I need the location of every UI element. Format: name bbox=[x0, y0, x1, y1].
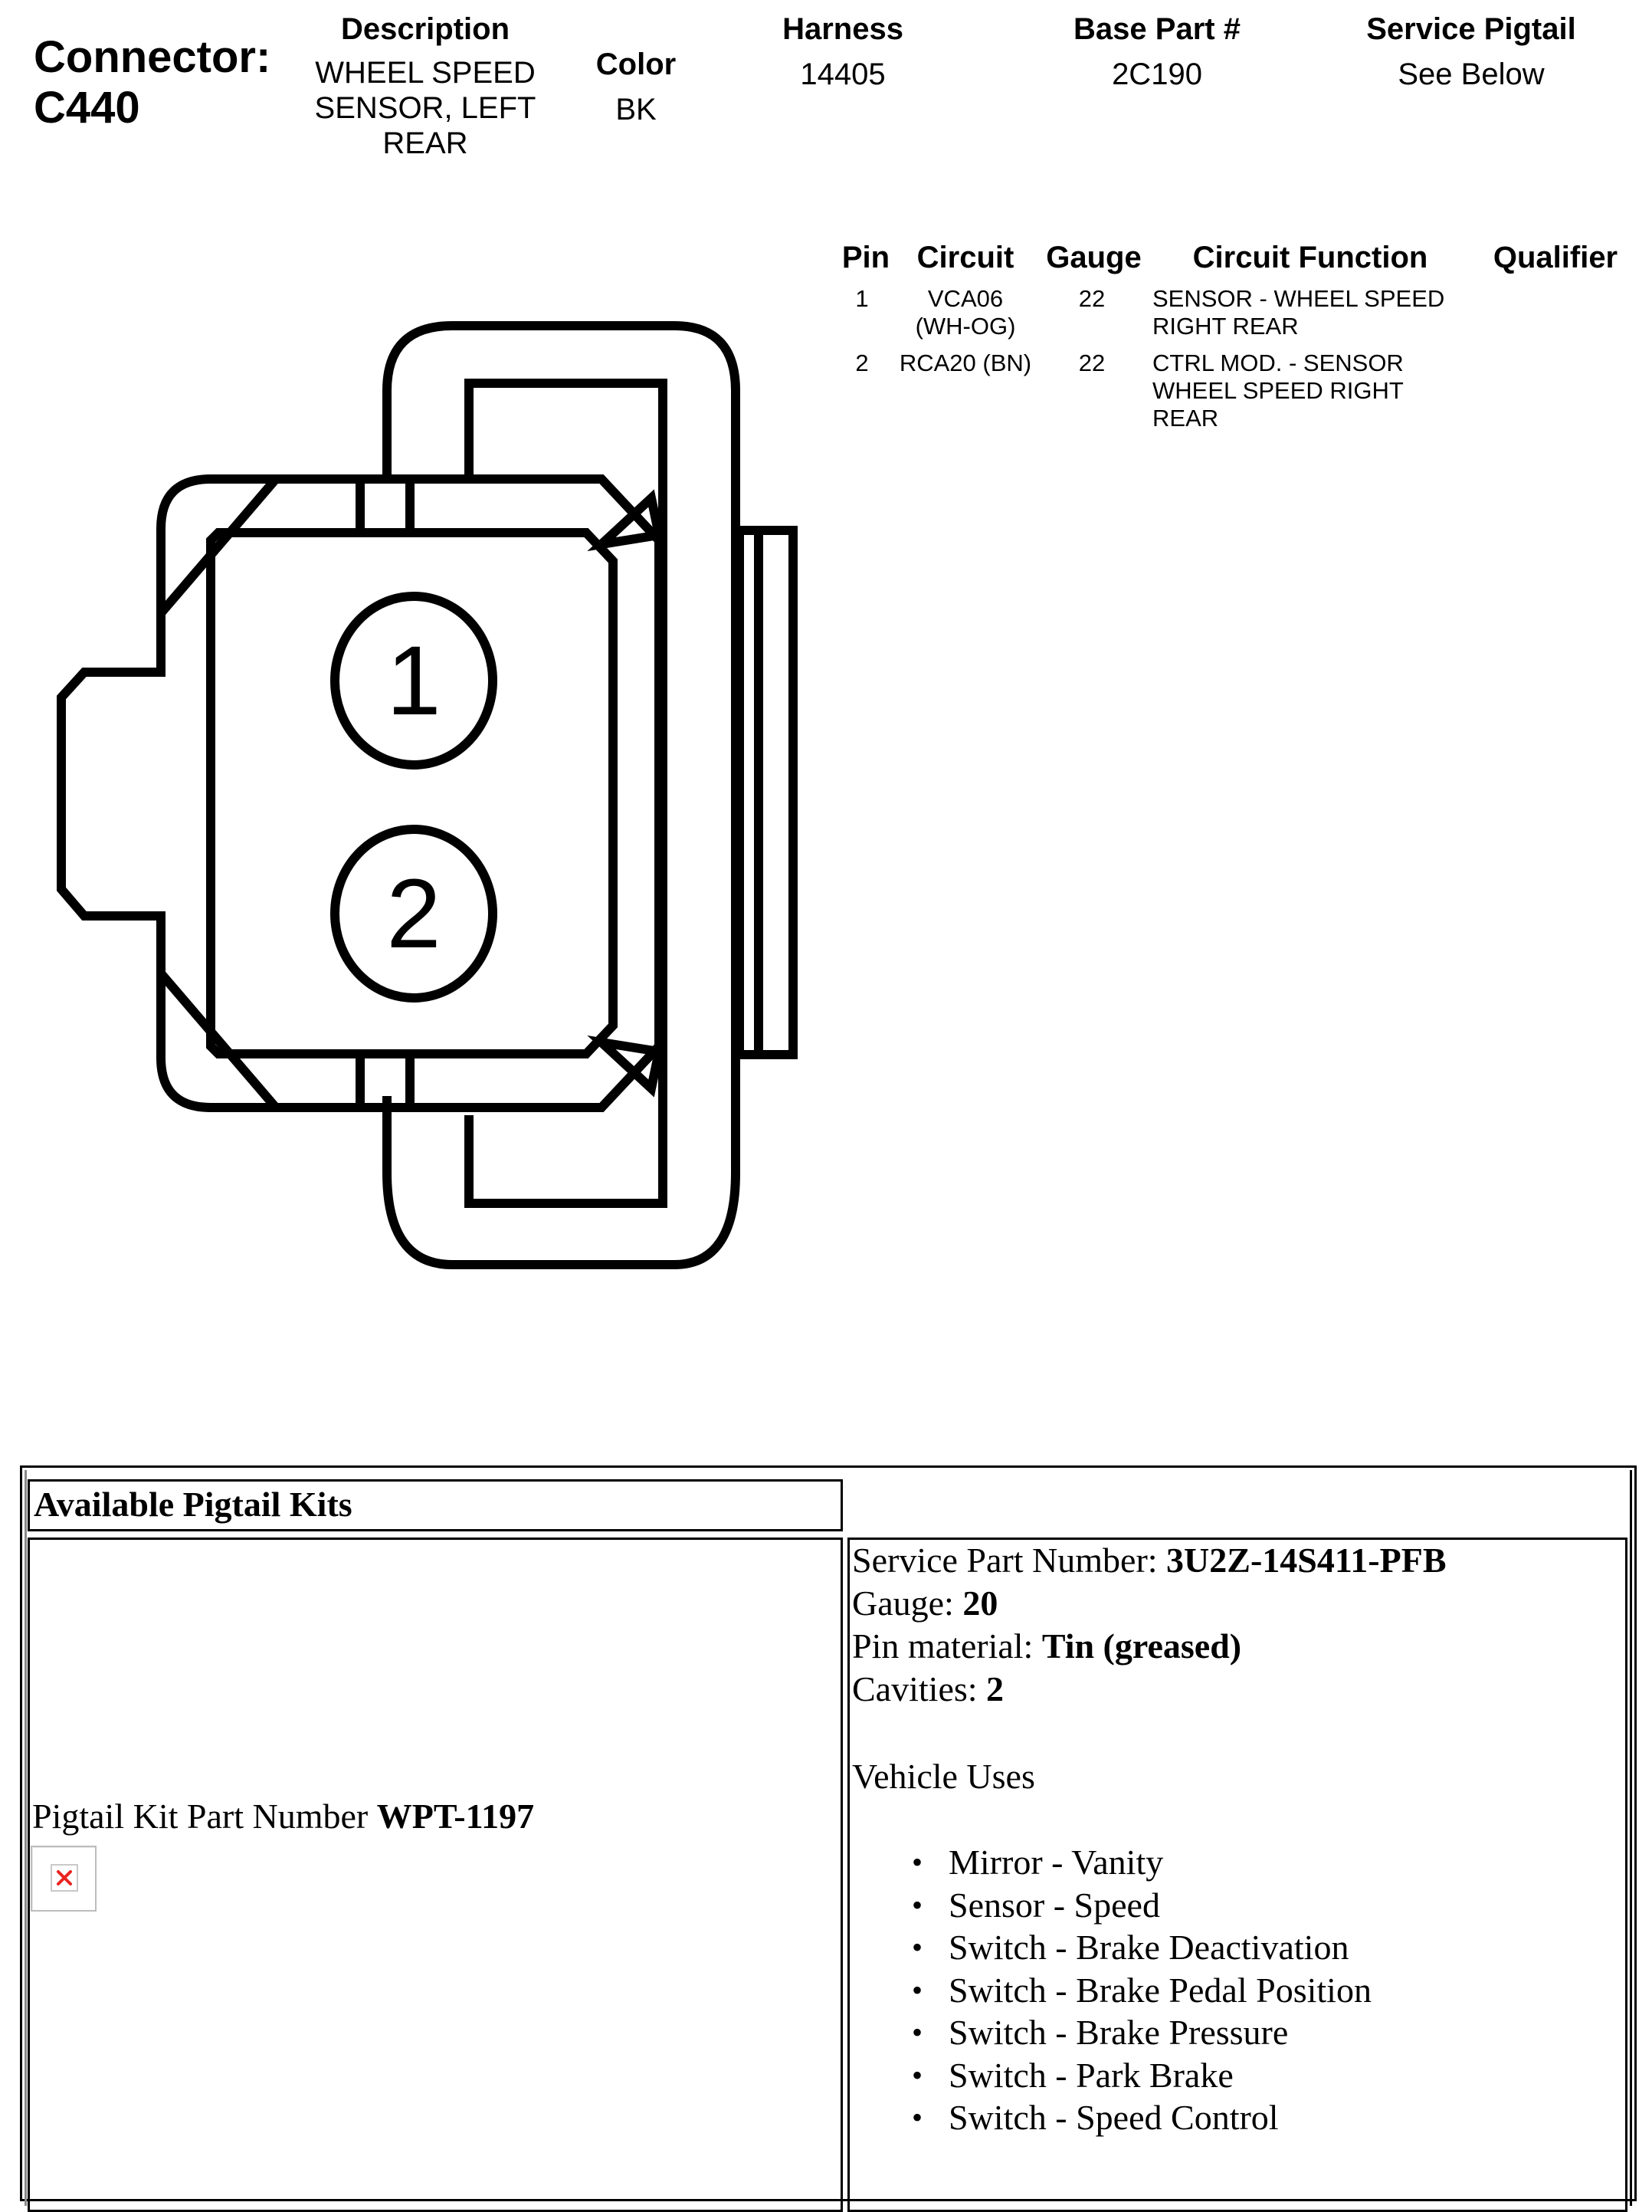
kit-label: Pigtail Kit Part Number bbox=[32, 1797, 377, 1836]
gauge-value: 20 bbox=[962, 1584, 998, 1623]
description-line: SENSOR, LEFT bbox=[314, 91, 536, 125]
section-title: Available Pigtail Kits bbox=[34, 1485, 352, 1524]
latch-outer-outline bbox=[387, 326, 736, 1265]
pin-label: 1 bbox=[386, 626, 441, 736]
corner-chamfer bbox=[161, 479, 276, 613]
color-header: Color bbox=[595, 48, 677, 81]
gauge-column-header: Gauge bbox=[1046, 241, 1142, 274]
connector-id: C440 bbox=[34, 83, 140, 133]
list-item: • Switch - Park Brake bbox=[912, 2054, 1372, 2097]
qualifier-column-header: Qualifier bbox=[1493, 241, 1618, 274]
connector-face-diagram bbox=[0, 291, 828, 1288]
list-item: • Switch - Speed Control bbox=[912, 2096, 1372, 2139]
key-notch bbox=[360, 479, 410, 533]
function-line: WHEEL SPEED RIGHT bbox=[1152, 377, 1404, 404]
connector-housing-outline bbox=[61, 479, 659, 1108]
cavities-value: 2 bbox=[986, 1669, 1005, 1708]
pin-material-value: Tin (greased) bbox=[1041, 1626, 1242, 1666]
description-value bbox=[299, 55, 552, 161]
kit-cell bbox=[28, 1538, 843, 2212]
list-item: • Switch - Brake Pedal Position bbox=[912, 1969, 1372, 2012]
corner-chamfer bbox=[161, 973, 276, 1108]
vehicle-uses-title: Vehicle Uses bbox=[852, 1757, 1035, 1796]
circuit-line: RCA20 (BN) bbox=[899, 350, 1032, 376]
connector-face-outline bbox=[211, 533, 613, 1054]
list-item: • Switch - Brake Deactivation bbox=[912, 1926, 1372, 1969]
harness-header: Harness bbox=[782, 12, 903, 46]
service-part-number bbox=[852, 1539, 1447, 1582]
circuit-function-cell bbox=[1152, 285, 1474, 340]
description-line: WHEEL SPEED bbox=[315, 56, 536, 90]
gauge-label: Gauge: bbox=[852, 1584, 963, 1623]
broken-image-icon bbox=[31, 1846, 97, 1912]
pin-column-header: Pin bbox=[841, 241, 890, 274]
gauge-cell: 22 bbox=[1078, 285, 1106, 312]
pin-material-label: Pin material: bbox=[852, 1626, 1042, 1666]
circuit-function-column-header: Circuit Function bbox=[1192, 241, 1428, 274]
pin-cell: 1 bbox=[855, 285, 869, 312]
circuit-cell bbox=[889, 285, 1042, 340]
connector-rib bbox=[739, 530, 793, 1055]
latch-inner-outline bbox=[469, 383, 663, 1203]
kit-number: WPT-1197 bbox=[376, 1797, 535, 1836]
service-part-value: 3U2Z-14S411-PFB bbox=[1166, 1541, 1447, 1580]
vehicle-uses-list bbox=[912, 1841, 1372, 2139]
pin-label: 2 bbox=[386, 859, 441, 969]
list-item: • Mirror - Vanity bbox=[912, 1841, 1372, 1884]
service-part-label: Service Part Number: bbox=[852, 1541, 1167, 1580]
part-details bbox=[852, 1539, 1447, 1711]
gauge-line bbox=[852, 1582, 1447, 1625]
circuit-function-cell bbox=[1152, 350, 1474, 432]
service-pigtail-header: Service Pigtail bbox=[1366, 12, 1576, 46]
function-line: RIGHT REAR bbox=[1152, 313, 1299, 340]
list-item: • Switch - Brake Pressure bbox=[912, 2011, 1372, 2054]
description-line: REAR bbox=[382, 126, 468, 160]
cavities-line bbox=[852, 1668, 1447, 1711]
base-part-header: Base Part # bbox=[1073, 12, 1241, 46]
list-item: • Sensor - Speed bbox=[912, 1884, 1372, 1927]
color-value: BK bbox=[615, 93, 657, 126]
circuit-line: (WH-OG) bbox=[915, 313, 1016, 340]
pin-material-line bbox=[852, 1625, 1447, 1668]
base-part-value: 2C190 bbox=[1112, 57, 1202, 91]
connector-label: Connector: bbox=[34, 32, 271, 82]
circuit-column-header: Circuit bbox=[916, 241, 1014, 274]
gauge-cell: 22 bbox=[1078, 350, 1106, 376]
service-pigtail-value: See Below bbox=[1398, 57, 1545, 91]
description-header: Description bbox=[340, 12, 510, 46]
pin-cell: 2 bbox=[855, 350, 869, 376]
connector-header bbox=[34, 32, 270, 133]
function-line: SENSOR - WHEEL SPEED bbox=[1152, 285, 1445, 312]
cavities-label: Cavities: bbox=[852, 1669, 987, 1708]
circuit-line: VCA06 bbox=[927, 285, 1004, 312]
kit-part-number bbox=[32, 1795, 534, 1838]
harness-value: 14405 bbox=[800, 57, 886, 91]
function-line: REAR bbox=[1152, 405, 1219, 432]
circuit-cell bbox=[889, 350, 1042, 377]
function-line: CTRL MOD. - SENSOR bbox=[1152, 350, 1404, 376]
red-x-icon bbox=[56, 1869, 73, 1886]
